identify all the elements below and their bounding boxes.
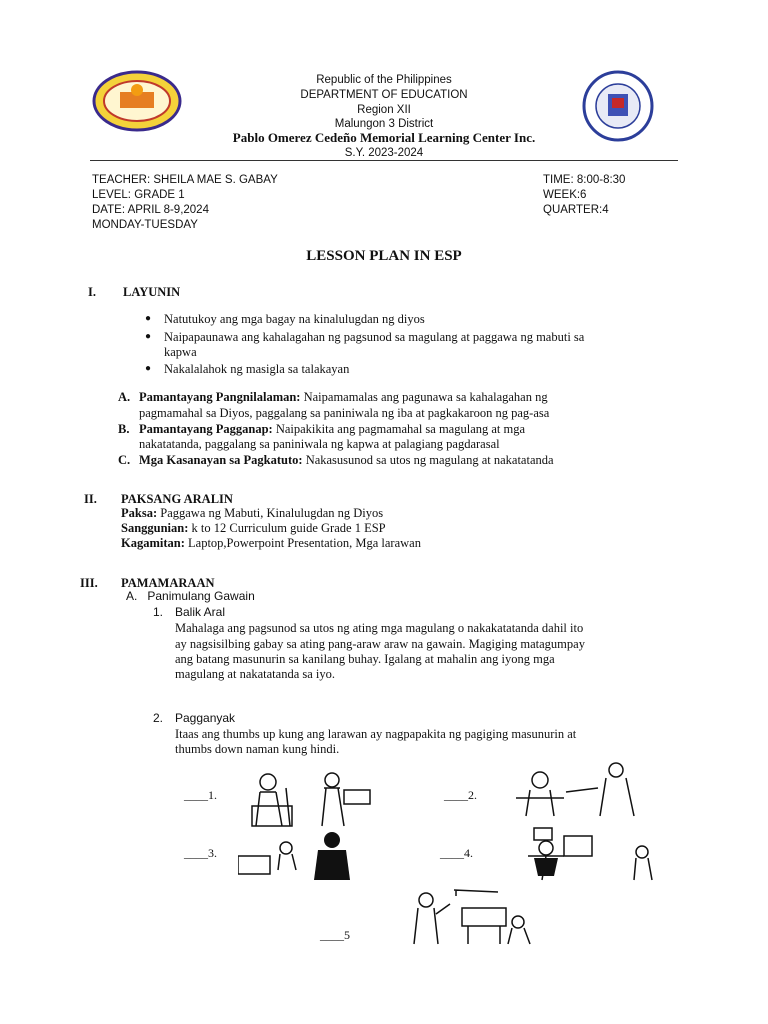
paksa-label: Paksa: <box>121 506 158 520</box>
standard-b-line2: nakatatanda, paggalang sa paniniwala ng kapwa at palagiang pagdarasal <box>139 437 500 451</box>
info-days: MONDAY-TUESDAY <box>92 219 198 231</box>
bullet-icon: ● <box>145 331 152 342</box>
blank-1: ____1. <box>184 788 217 802</box>
standard-b-text: Naipakikita ang pagmamahal sa magulang at mga <box>275 422 526 436</box>
elderly-chair-illustration <box>506 762 670 818</box>
header-district: Malungon 3 District <box>334 118 434 130</box>
sanggunian-label: Sanggunian: <box>121 521 189 535</box>
section2-numeral: II. <box>84 492 97 506</box>
objective-2: Naipapaunawa ang kahalagahan ng pagsunod sa magulang at paggawa ng mabuti sa <box>164 330 585 344</box>
activity-figure <box>176 768 676 948</box>
carrying-bags-illustration <box>514 826 666 882</box>
man-desk-illustration <box>238 830 356 882</box>
kagamitan-label: Kagamitan: <box>121 536 185 550</box>
panimulang-gawain: A. Panimulang Gawain <box>126 589 255 603</box>
standard-c-label: C. <box>118 453 131 467</box>
page-title: LESSON PLAN IN ESP <box>306 248 462 264</box>
kagamitan-line <box>121 535 421 551</box>
header-divider <box>90 160 678 161</box>
standard-b-label: B. <box>118 422 130 436</box>
pagganyak-p1: Itaas ang thumbs up kung ang larawan ay nagpapakita ng pagiging masunurin at <box>175 727 577 741</box>
section3-numeral: III. <box>80 576 98 590</box>
header-school-year: S.Y. 2023-2024 <box>344 147 424 159</box>
paksa-line <box>121 505 383 521</box>
standard-a-title: Pamantayang Pangnilalaman: <box>139 390 301 404</box>
standard-c-title: Mga Kasanayan sa Pagkatuto: <box>139 453 303 467</box>
objective-2-cont: kapwa <box>164 345 197 359</box>
blank-3: ____3. <box>184 846 217 860</box>
info-teacher: TEACHER: SHEILA MAE S. GABAY <box>92 174 278 186</box>
classroom-illustration <box>406 886 546 946</box>
standard-a-line2: pagmamahal sa Diyos, paggalang sa paniniwala ng iba at pagkakaroon ng pag-asa <box>139 406 550 420</box>
standard-a-text: Naipamamalas ang pagunawa sa kahalagahan ng <box>303 390 548 404</box>
standard-b-line1 <box>139 421 525 437</box>
info-time: TIME: 8:00-8:30 <box>543 174 626 186</box>
info-week: WEEK:6 <box>543 189 587 201</box>
standard-a-line1 <box>139 389 548 405</box>
header-region: Region XII <box>357 104 411 116</box>
balik-aral-p4: magulang at nakatatanda sa iyo. <box>175 667 336 681</box>
section2-heading: PAKSANG ARALIN <box>121 492 233 506</box>
objective-1: Natutukoy ang mga bagay na kinalulugdan ng diyos <box>164 312 425 326</box>
section1-heading: LAYUNIN <box>123 285 181 299</box>
standard-c-text: Nakasusunod sa utos ng magulang at nakatatanda <box>305 453 554 467</box>
blank-5: ____5 <box>320 928 350 942</box>
bullet-icon: ● <box>145 313 152 324</box>
header-republic: Republic of the Philippines <box>316 74 452 86</box>
standard-b-title: Pamantayang Pagganap: <box>139 422 273 436</box>
info-quarter: QUARTER:4 <box>543 204 609 216</box>
item1-label: 1. <box>153 605 164 619</box>
header-school-name: Pablo Omerez Cedeño Memorial Learning Center Inc. <box>232 130 536 145</box>
elderly-help-illustration <box>246 768 376 830</box>
item2-title: Pagganyak <box>175 711 236 725</box>
section1-numeral: I. <box>88 285 96 299</box>
bullet-icon: ● <box>145 363 152 374</box>
kagamitan-value: Laptop,Powerpoint Presentation, Mga larawan <box>188 536 421 550</box>
standard-c-line <box>139 452 554 468</box>
objective-3: Nakalalahok ng masigla sa talakayan <box>164 362 350 376</box>
blank-4: ____4. <box>440 846 473 860</box>
blank-2: ____2. <box>444 788 477 802</box>
standard-a-label: A. <box>118 390 131 404</box>
balik-aral-p3: ang batang masunurin sa kanilang buhay. Igalang at mahalin ang iyong mga <box>175 652 555 666</box>
info-level: LEVEL: GRADE 1 <box>92 189 185 201</box>
balik-aral-p2: ay nagsisilbing gabay sa ating pang-araw araw na gawain. Magiging matagumpay <box>175 637 585 651</box>
section3-heading: PAMAMARAAN <box>121 576 215 590</box>
sanggunian-line <box>121 520 386 536</box>
info-date: DATE: APRIL 8-9,2024 <box>92 204 209 216</box>
item1-title: Balik Aral <box>175 605 226 619</box>
item2-label: 2. <box>153 711 164 725</box>
balik-aral-p1: Mahalaga ang pagsunod sa utos ng ating mga magulang o nakakatatanda dahil ito <box>175 621 584 635</box>
sanggunian-value: k to 12 Curriculum guide Grade 1 ESP <box>191 521 386 535</box>
pagganyak-p2: thumbs down naman kung hindi. <box>175 742 340 756</box>
paksa-value: Paggawa ng Mabuti, Kinalulugdan ng Diyos <box>160 506 384 520</box>
header-department: DEPARTMENT OF EDUCATION <box>300 89 468 101</box>
